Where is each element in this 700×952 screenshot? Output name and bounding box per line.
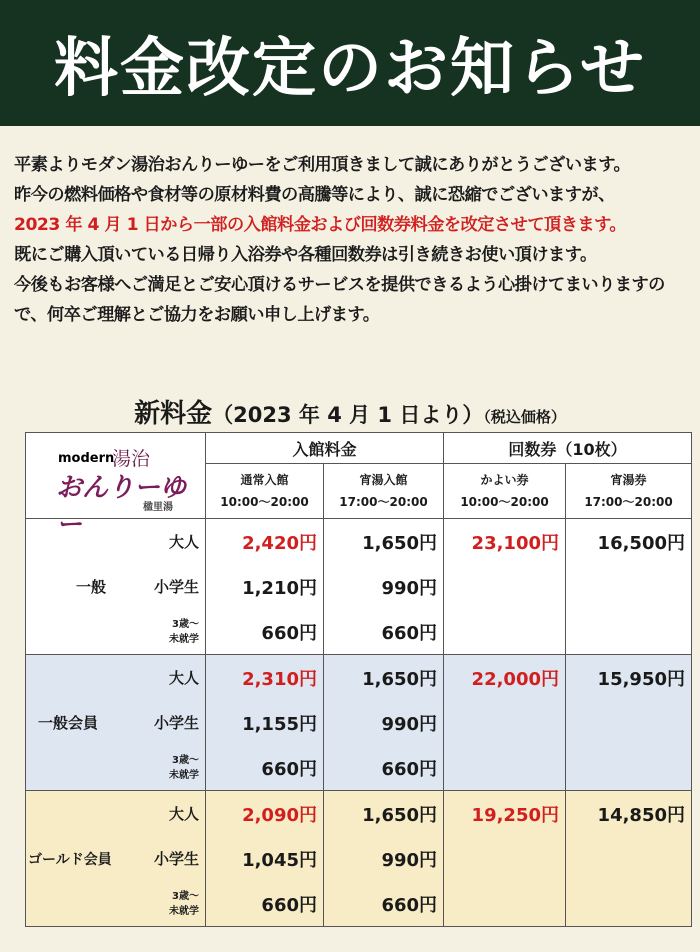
price-cell: 990円 bbox=[381, 577, 438, 599]
age-infant-1: 3歳～ bbox=[172, 754, 199, 766]
section-general bbox=[26, 519, 692, 655]
logo-modern: modern bbox=[58, 450, 115, 466]
fee-title-main: 新料金 bbox=[134, 399, 213, 429]
price-cell: 2,090円 bbox=[242, 804, 317, 826]
col-name: かよい券 bbox=[480, 473, 529, 487]
price-cell: 16,500円 bbox=[597, 532, 686, 554]
col-name: 通常入館 bbox=[240, 473, 289, 487]
notice-text bbox=[14, 150, 694, 330]
category-label: 一般 bbox=[76, 578, 107, 596]
notice-line-highlight: 2023 年 4 月 1 日から一部の入館料金および回数券料金を改定させて頂きます。 bbox=[14, 215, 627, 235]
category-label: ゴールド会員 bbox=[28, 851, 112, 868]
onriyu-logo bbox=[26, 441, 206, 540]
col-regular-header bbox=[206, 464, 324, 519]
age-child: 小学生 bbox=[153, 714, 199, 732]
age-child: 小学生 bbox=[153, 850, 199, 868]
col-time: 10:00～20:00 bbox=[220, 495, 309, 509]
age-adult: 大人 bbox=[168, 805, 199, 823]
col-name: 宵湯券 bbox=[610, 473, 647, 487]
price-cell: 990円 bbox=[381, 849, 438, 871]
age-infant-1: 3歳～ bbox=[172, 890, 199, 902]
section-member bbox=[26, 655, 692, 791]
price-cell: 19,250円 bbox=[471, 804, 560, 826]
price-cell: 14,850円 bbox=[597, 804, 686, 826]
col-time: 17:00～20:00 bbox=[584, 495, 673, 509]
col-name: 宵湯入館 bbox=[359, 473, 408, 487]
age-infant-2: 未就学 bbox=[169, 633, 199, 645]
category-label: 一般会員 bbox=[38, 714, 99, 732]
price-cell: 2,420円 bbox=[242, 532, 317, 554]
logo-location: 楹里湯 bbox=[143, 501, 173, 513]
price-cell: 22,000円 bbox=[471, 668, 560, 690]
fee-title-period: （2023 年 4 月 1 日より） bbox=[212, 403, 484, 427]
col-kayoi-header bbox=[444, 464, 566, 519]
page-title: 料金改定のお知らせ bbox=[53, 32, 647, 106]
age-infant bbox=[129, 745, 199, 790]
age-adult: 大人 bbox=[168, 533, 199, 551]
header-banner bbox=[0, 0, 700, 126]
age-infant bbox=[129, 609, 199, 654]
logo-script: おんりーゆー bbox=[56, 472, 187, 540]
notice-line: 平素よりモダン湯治おんりーゆーをご利用頂きまして誠にありがとうございます。 bbox=[14, 155, 631, 175]
price-cell: 660円 bbox=[261, 622, 317, 644]
age-infant bbox=[129, 881, 199, 926]
age-child: 小学生 bbox=[153, 578, 199, 596]
col-yoiyu-header bbox=[566, 464, 692, 519]
age-adult: 大人 bbox=[168, 669, 199, 687]
col-time: 10:00～20:00 bbox=[460, 495, 549, 509]
fee-title bbox=[0, 393, 700, 430]
age-infant-2: 未就学 bbox=[169, 769, 199, 781]
price-cell: 15,950円 bbox=[597, 668, 686, 690]
group-admission-header: 入館料金 bbox=[206, 433, 444, 464]
price-cell: 1,155円 bbox=[242, 713, 317, 735]
price-cell: 2,310円 bbox=[242, 668, 317, 690]
price-cell: 990円 bbox=[381, 713, 438, 735]
price-cell: 1,650円 bbox=[362, 668, 438, 690]
price-cell: 23,100円 bbox=[471, 532, 560, 554]
price-cell: 660円 bbox=[381, 758, 438, 780]
notice-line: 既にご購入頂いている日帰り入浴券や各種回数券は引き続きお使い頂けます。 bbox=[14, 245, 597, 265]
notice-line: 昨今の燃料価格や食材等の原材料費の高騰等により、誠に恐縮でございますが、 bbox=[14, 185, 615, 205]
group-coupon-header: 回数券（10枚） bbox=[444, 433, 692, 464]
age-infant-2: 未就学 bbox=[169, 905, 199, 917]
col-evening-header bbox=[324, 464, 444, 519]
logo-yuji: 湯治 bbox=[112, 447, 151, 470]
price-cell: 660円 bbox=[381, 622, 438, 644]
price-cell: 1,210円 bbox=[242, 577, 317, 599]
notice-line: 今後もお客様へご満足とご安心頂けるサービスを提供できるよう心掛けてまいりますので、何卒ご理解とご協力をお願い申し上げます。 bbox=[14, 275, 665, 325]
col-time: 17:00～20:00 bbox=[339, 495, 428, 509]
price-cell: 660円 bbox=[261, 758, 317, 780]
fee-title-tax: （税込価格） bbox=[483, 408, 566, 426]
price-cell: 660円 bbox=[381, 894, 438, 916]
price-cell: 1,650円 bbox=[362, 804, 438, 826]
price-table bbox=[25, 432, 692, 927]
section-gold bbox=[26, 791, 692, 927]
logo-cell bbox=[26, 433, 206, 540]
price-cell: 1,045円 bbox=[242, 849, 317, 871]
price-cell: 1,650円 bbox=[362, 532, 438, 554]
age-infant-1: 3歳～ bbox=[172, 618, 199, 630]
price-cell: 660円 bbox=[261, 894, 317, 916]
